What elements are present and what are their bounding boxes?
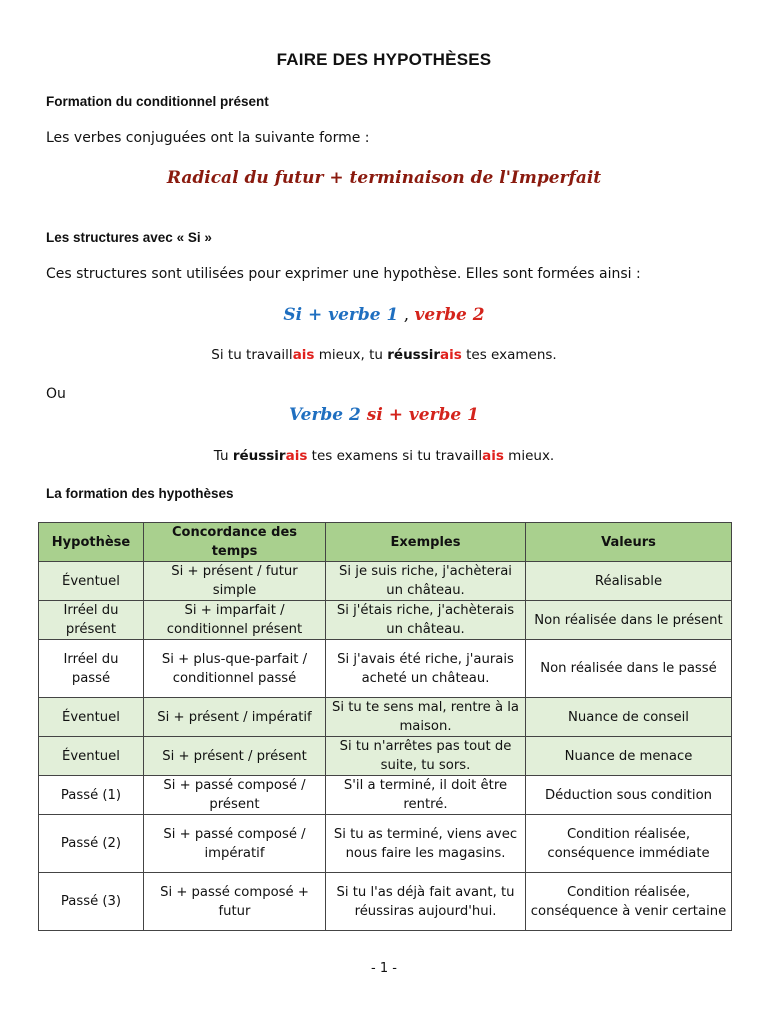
header-concordance: Concordance des temps [144, 523, 326, 562]
table-cell: Irréel du présent [39, 601, 144, 640]
table-cell: S'il a terminé, il doit être rentré. [326, 776, 526, 815]
section-heading-conditionnel: Formation du conditionnel présent [46, 94, 269, 109]
example2-a: Tu [213, 448, 233, 464]
table-cell: Irréel du passé [39, 640, 144, 698]
table-header-row [39, 523, 732, 562]
table-cell: Non réalisée dans le présent [526, 601, 732, 640]
example2-e: ais [482, 448, 504, 464]
table-cell: Si tu te sens mal, rentre à la maison. [326, 698, 526, 737]
example1-a: Si tu travaill [211, 347, 293, 363]
page-number: - 1 - [371, 961, 397, 976]
example1-b: ais [292, 347, 315, 363]
table-cell: Si + présent / impératif [144, 698, 326, 737]
example2-b: réussir [232, 448, 286, 464]
table-cell: Passé (3) [39, 873, 144, 931]
header-valeurs: Valeurs [526, 523, 732, 562]
header-exemples: Exemples [326, 523, 526, 562]
table-cell: Réalisable [526, 562, 732, 601]
or-text: Ou [46, 386, 66, 402]
page-title: FAIRE DES HYPOTHÈSES [276, 50, 492, 69]
example-1 [0, 347, 768, 363]
structures-intro: Ces structures sont utilisées pour exprimer une hypothèse. Elles sont formées ainsi : [46, 266, 641, 282]
example2-c: ais [285, 448, 308, 464]
example-2 [0, 448, 768, 464]
hypotheses-table [38, 522, 732, 931]
table-cell: Déduction sous condition [526, 776, 732, 815]
table-row [39, 601, 732, 640]
table-cell: Passé (1) [39, 776, 144, 815]
table-cell: Si j'avais été riche, j'aurais acheté un château. [326, 640, 526, 698]
table-cell: Nuance de conseil [526, 698, 732, 737]
table-row [39, 698, 732, 737]
table-cell: Si j'étais riche, j'achèterais un château. [326, 601, 526, 640]
table-cell: Condition réalisée, conséquence à venir certaine [526, 873, 732, 931]
formula1-part2: verbe 2 [414, 305, 485, 325]
header-hypothese: Hypothèse [39, 523, 144, 562]
table-cell: Non réalisée dans le passé [526, 640, 732, 698]
section-heading-structures: Les structures avec « Si » [46, 230, 212, 245]
table-row [39, 873, 732, 931]
table-row [39, 815, 732, 873]
table-cell: Si + présent / futur simple [144, 562, 326, 601]
example1-c: mieux, tu [314, 347, 388, 363]
example2-d: tes examens si tu travaill [307, 448, 483, 464]
table-cell: Éventuel [39, 737, 144, 776]
structure-formula-2 [0, 405, 768, 425]
table-row [39, 640, 732, 698]
conditionnel-formula: Radical du futur + terminaison de l'Imperfait [166, 168, 602, 188]
table-cell: Condition réalisée, conséquence immédiate [526, 815, 732, 873]
formula1-part1: Si + verbe 1 [283, 305, 399, 325]
table-cell: Nuance de menace [526, 737, 732, 776]
example1-e: ais [440, 347, 462, 363]
structure-formula-1 [0, 305, 768, 325]
table-cell: Éventuel [39, 562, 144, 601]
table-row [39, 737, 732, 776]
table-row [39, 562, 732, 601]
table-cell: Si + passé composé / présent [144, 776, 326, 815]
example2-f: mieux. [503, 448, 555, 464]
section-heading-formation: La formation des hypothèses [46, 486, 234, 501]
example1-d: réussir [387, 347, 441, 363]
table-cell: Éventuel [39, 698, 144, 737]
table-cell: Si tu n'arrêtes pas tout de suite, tu sors. [326, 737, 526, 776]
formula1-sep: , [398, 305, 415, 325]
table-cell: Si + passé composé + futur [144, 873, 326, 931]
table-cell: Si + imparfait / conditionnel présent [144, 601, 326, 640]
table-row [39, 776, 732, 815]
table-cell: Passé (2) [39, 815, 144, 873]
table-cell: Si + plus-que-parfait / conditionnel passé [144, 640, 326, 698]
example1-f: tes examens. [461, 347, 557, 363]
conditionnel-intro: Les verbes conjuguées ont la suivante forme : [46, 130, 370, 146]
formula2-part1: Verbe 2 [289, 405, 361, 425]
table-cell: Si + présent / présent [144, 737, 326, 776]
table-cell: Si je suis riche, j'achèterai un château. [326, 562, 526, 601]
formula2-part2: si + verbe 1 [366, 405, 479, 425]
table-cell: Si tu l'as déjà fait avant, tu réussiras aujourd'hui. [326, 873, 526, 931]
table-cell: Si tu as terminé, viens avec nous faire les magasins. [326, 815, 526, 873]
table-cell: Si + passé composé / impératif [144, 815, 326, 873]
